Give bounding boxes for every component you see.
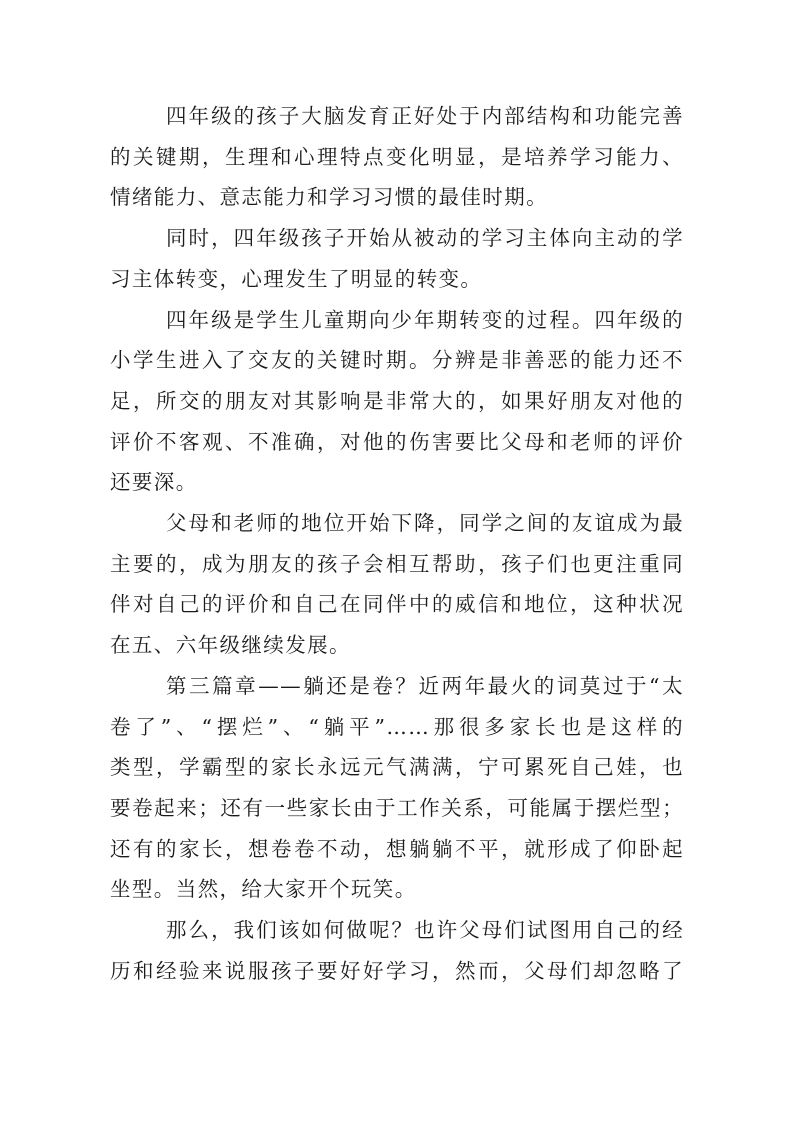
text-line: 要卷起来；还有一些家长由于工作关系，可能属于摆烂型； — [110, 795, 684, 820]
paragraph — [110, 666, 684, 910]
text-line: 历和经验来说服孩子要好好学习，然而，父母们却忽略了 — [110, 958, 684, 983]
text-line: 类型，学霸型的家长永远元气满满，宁可累死自己娃，也 — [110, 755, 684, 780]
text-line: 还要深。 — [110, 470, 198, 495]
text-line: 情绪能力、意志能力和学习习惯的最佳时期。 — [110, 185, 548, 210]
text-line: 卷了”、“摆烂”、“躺平”……那很多家长也是这样的 — [110, 714, 684, 739]
paragraph — [110, 218, 684, 299]
text-line: 同时，四年级孩子开始从被动的学习主体向主动的学 — [166, 226, 684, 251]
paragraph — [110, 300, 684, 504]
text-line: 那么，我们该如何做呢？也许父母们试图用自己的经 — [166, 918, 684, 943]
text-line: 伴对自己的评价和自己在同伴中的威信和地位，这种状况 — [110, 592, 684, 617]
text-line: 评价不客观、不准确，对他的伤害要比父母和老师的评价 — [110, 429, 684, 454]
text-line: 坐型。当然，给大家开个玩笑。 — [110, 877, 417, 902]
text-line: 四年级的孩子大脑发育正好处于内部结构和功能完善 — [166, 104, 684, 128]
text-line: 习主体转变，心理发生了明显的转变。 — [110, 266, 483, 291]
text-line: 父母和老师的地位开始下降，同学之间的友谊成为最 — [166, 511, 684, 536]
text-line: 第三篇章——躺还是卷？近两年最火的词莫过于“太 — [166, 673, 684, 698]
text-line: 还有的家长，想卷卷不动，想躺躺不平，就形成了仰卧起 — [110, 836, 684, 861]
paragraph — [110, 910, 684, 991]
paragraph — [110, 96, 684, 218]
text-line: 的关键期，生理和心理特点变化明显，是培养学习能力、 — [110, 144, 684, 169]
body-text — [110, 96, 684, 991]
text-line: 小学生进入了交友的关键时期。分辨是非善恶的能力还不 — [110, 348, 684, 373]
text-line: 足，所交的朋友对其影响是非常大的，如果好朋友对他的 — [110, 388, 684, 413]
text-line: 主要的，成为朋友的孩子会相互帮助，孩子们也更注重同 — [110, 551, 684, 576]
text-line: 四年级是学生儿童期向少年期转变的过程。四年级的 — [166, 307, 684, 332]
paragraph — [110, 503, 684, 666]
text-line: 在五、六年级继续发展。 — [110, 633, 351, 658]
